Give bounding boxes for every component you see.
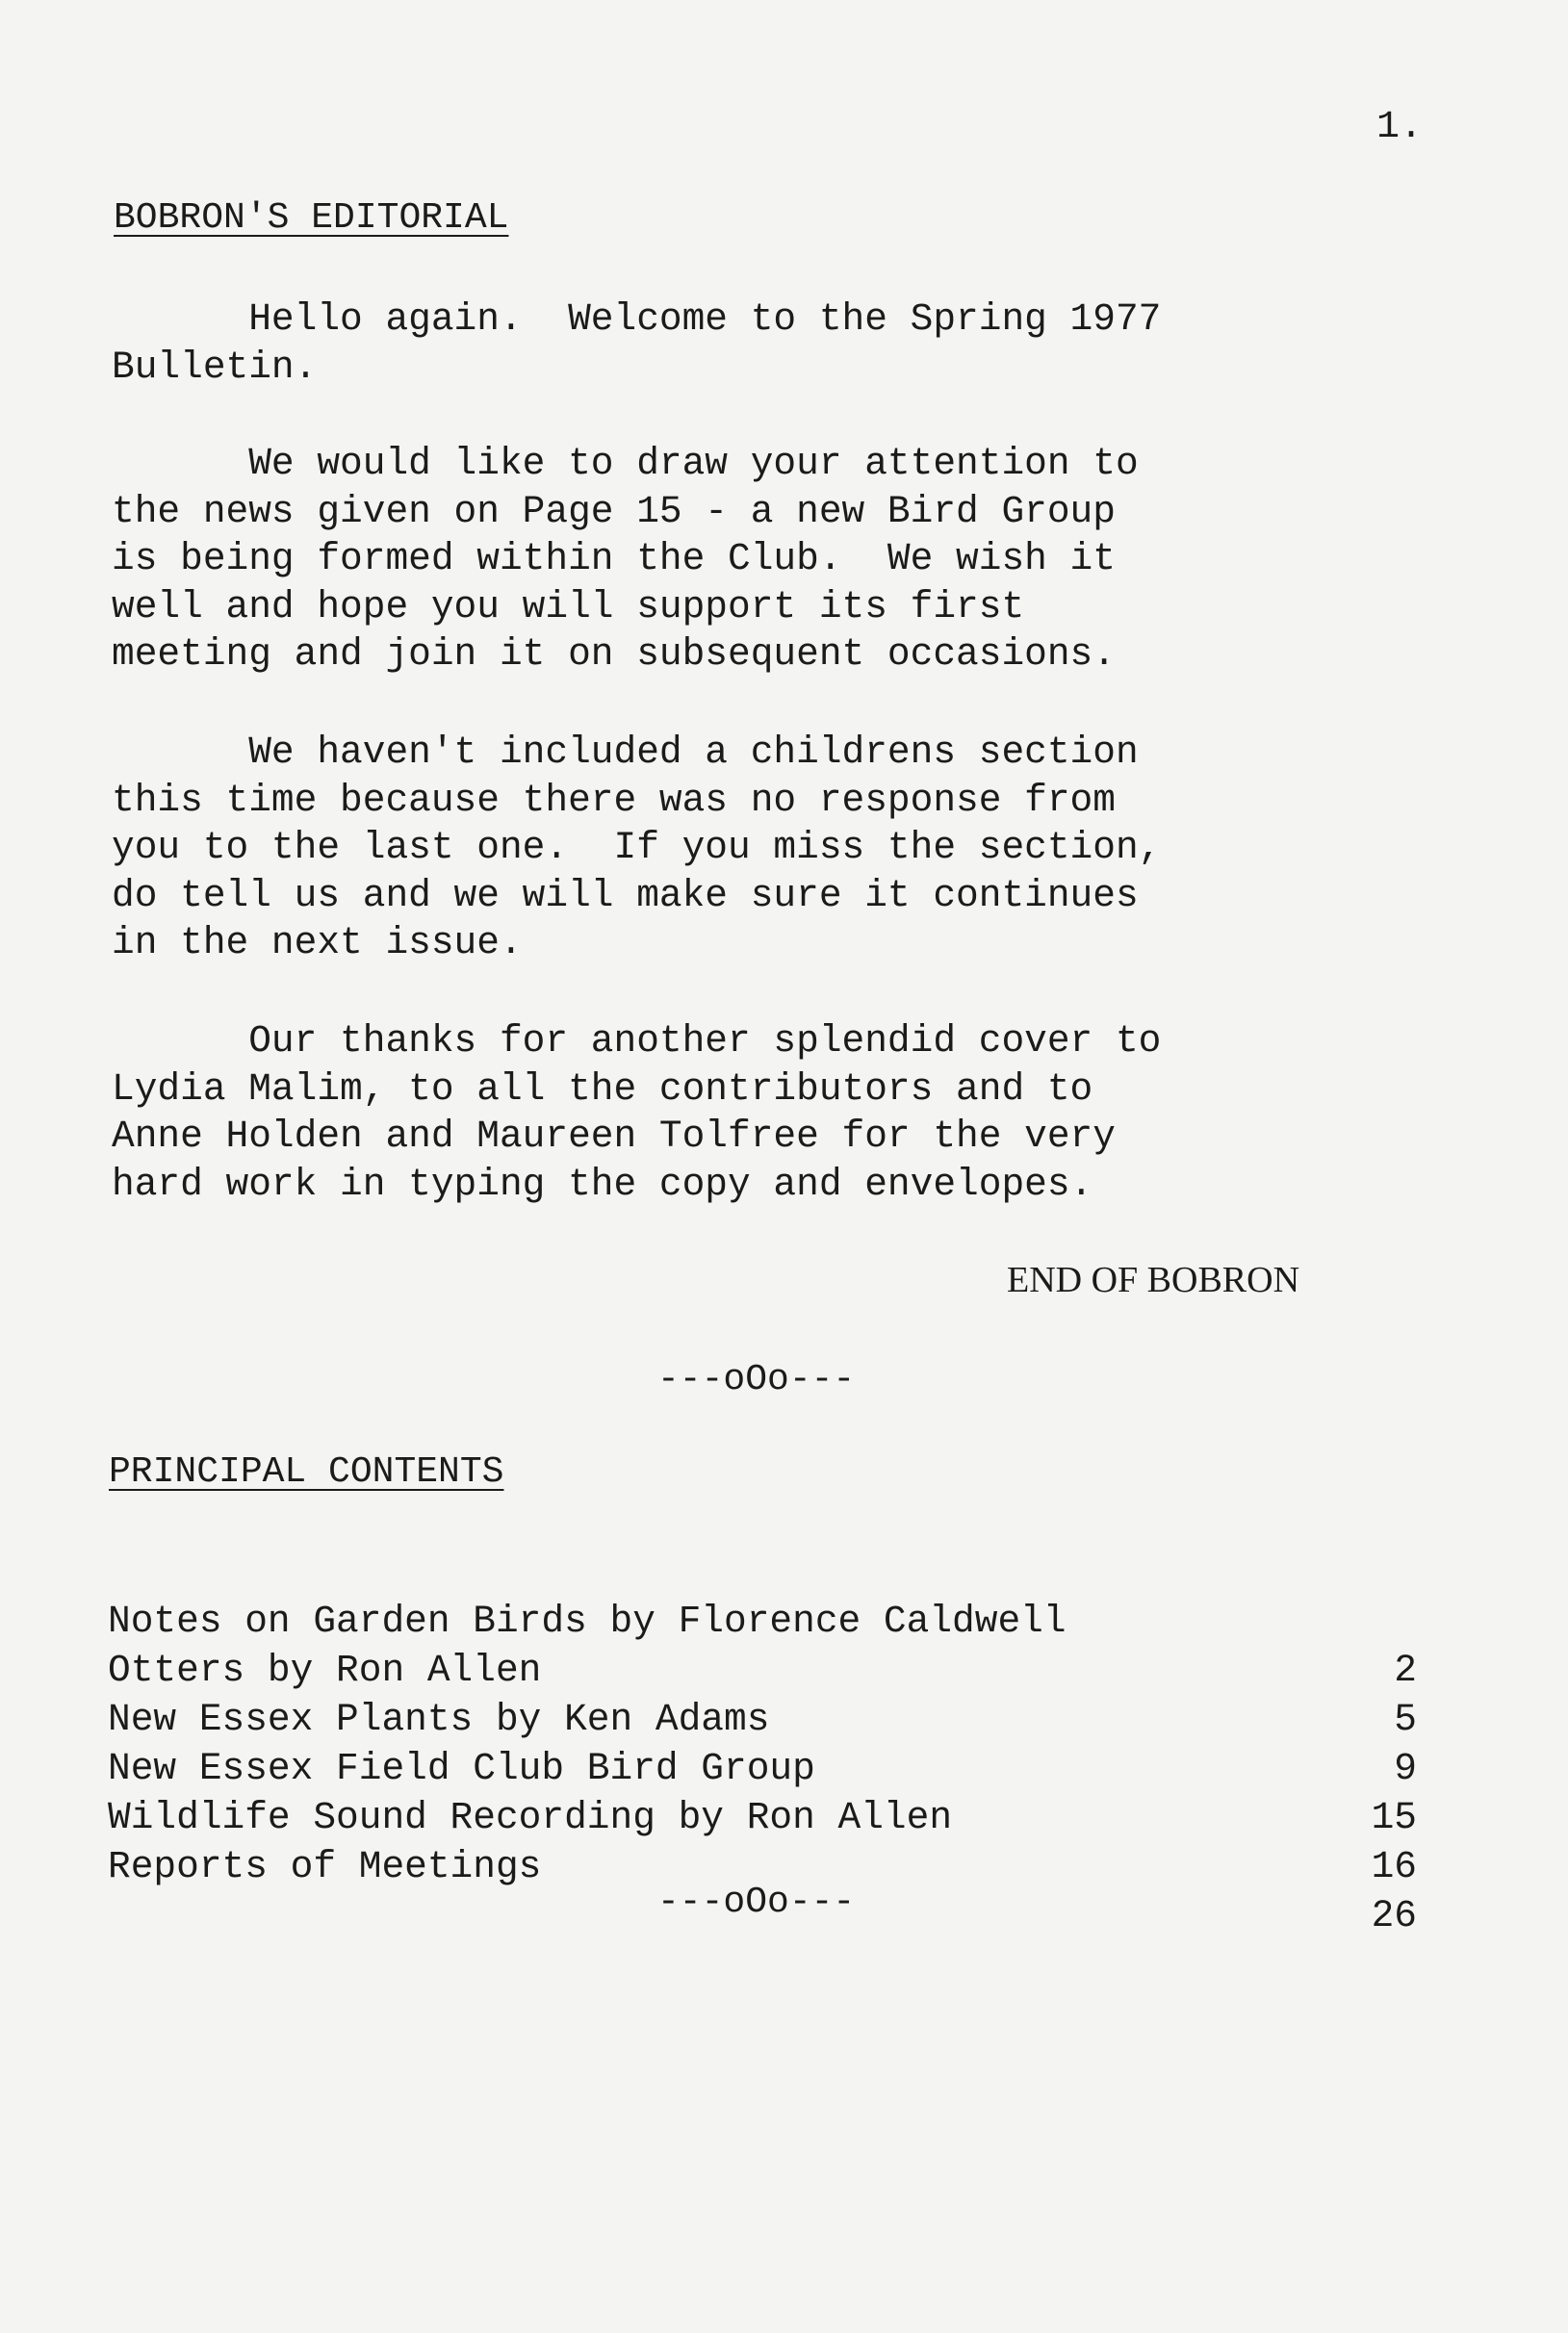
contents-entry-title: Wildlife Sound Recording by Ron Allen xyxy=(108,1796,953,1839)
contents-entry-title: Reports of Meetings xyxy=(108,1845,542,1888)
contents-heading: PRINCIPAL CONTENTS xyxy=(109,1451,504,1493)
contents-entry-page: 2 xyxy=(1394,1649,1417,1692)
contents-entry-title: New Essex Plants by Ken Adams xyxy=(108,1698,770,1741)
contents-entry-title: Notes on Garden Birds by Florence Caldwell xyxy=(108,1600,1067,1643)
page-number: 1. xyxy=(1376,106,1424,149)
contents-entry-page: 5 xyxy=(1394,1698,1417,1741)
contents-entry-title: New Essex Field Club Bird Group xyxy=(108,1747,815,1790)
contents-entry-page: 15 xyxy=(1371,1796,1417,1839)
editorial-signoff: END OF BOBRON xyxy=(1007,1260,1300,1300)
separator-2: ---oOo--- xyxy=(657,1882,856,1923)
editorial-heading: BOBRON'S EDITORIAL xyxy=(114,197,509,239)
separator-1: ---oOo--- xyxy=(657,1359,856,1400)
contents-entry-page: 26 xyxy=(1371,1894,1417,1937)
contents-entry-page: 16 xyxy=(1371,1845,1417,1888)
editorial-paragraph-4: Our thanks for another splendid cover to Lydia Malim, to all the contributors and to Anne Holden and Maureen Tolfree for the very hard work in typing the copy and envelopes. xyxy=(112,1019,1162,1206)
editorial-paragraph-1: Hello again. Welcome to the Spring 1977 Bulletin. xyxy=(112,297,1162,389)
contents-entry-title: Otters by Ron Allen xyxy=(108,1649,542,1692)
editorial-paragraph-3: We haven't included a childrens section this time because there was no response from you to the last one. If you miss the section, do tell us and we will make sure it continues in the next issue. xyxy=(112,731,1162,964)
contents-entry-page: 9 xyxy=(1394,1747,1417,1790)
editorial-paragraph-2: We would like to draw your attention to the news given on Page 15 - a new Bird Group is being formed within the Club. We wish it well and hope you will support its first meeting and join it on subsequent occasions. xyxy=(112,442,1139,676)
